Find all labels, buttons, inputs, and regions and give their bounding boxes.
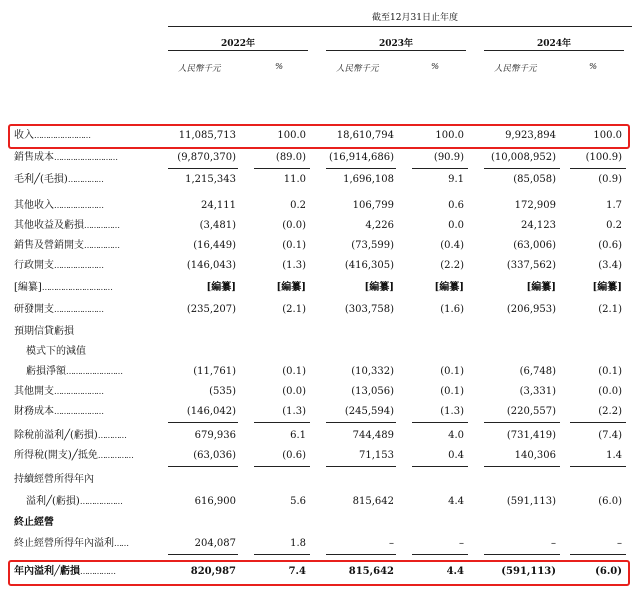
row-value-6: 1.4: [606, 450, 622, 461]
row-value-3: (16,914,686): [328, 152, 394, 163]
row-value-5: (85,058): [513, 174, 556, 185]
row-label: [14, 148, 117, 168]
row-value-2: (1.3): [282, 406, 306, 417]
row-value-5: (591,113): [501, 566, 556, 577]
subtotal-rule: [570, 168, 626, 169]
row-value-1: [編纂]: [206, 282, 236, 293]
row-value-2: [編纂]: [276, 282, 306, 293]
unit-pct-2022: %: [274, 62, 284, 72]
row-value-6: (3.4): [598, 260, 622, 271]
row-label: [14, 170, 103, 190]
row-label-text: 持續經營所得年內: [14, 474, 94, 485]
row-value-6: (2.2): [598, 406, 622, 417]
row-label: [14, 446, 133, 466]
row-value-5: –: [551, 538, 556, 549]
subtotal-rule: [326, 466, 396, 467]
row-value-4: [編纂]: [434, 282, 464, 293]
year-2024-rule: [484, 50, 624, 51]
subtotal-rule: [412, 422, 468, 423]
row-value-1: (146,043): [186, 260, 236, 271]
row-label: [14, 562, 115, 582]
row-label-leader: ……………………: [34, 131, 90, 140]
subtotal-rule: [254, 422, 310, 423]
subtotal-rule: [484, 466, 560, 467]
row-value-6: 1.7: [606, 200, 622, 211]
row-value-3: (13,056): [351, 386, 394, 397]
row-value-4: (1.3): [440, 406, 464, 417]
row-label: [14, 426, 126, 446]
row-label: [14, 126, 90, 146]
row-value-5: 24,123: [521, 220, 556, 231]
row-value-5: (220,557): [506, 406, 556, 417]
subtotal-rule: [254, 168, 310, 169]
row-value-5: (337,562): [506, 260, 556, 271]
row-value-2: (0.0): [282, 386, 306, 397]
unit-pct-2023: %: [430, 62, 440, 72]
row-label: [14, 382, 103, 402]
row-label-leader: ……………………: [66, 367, 122, 376]
row-label-text: 模式下的減值: [26, 346, 86, 357]
row-label-text: 所得稅(開支)╱抵免: [14, 450, 98, 461]
row-value-5: 9,923,894: [505, 130, 556, 141]
statement-row: [0, 426, 640, 446]
row-label: [26, 342, 86, 362]
row-value-2: 7.4: [288, 566, 306, 577]
year-2023-heading: 2023年: [378, 39, 414, 49]
statement-row: [0, 322, 640, 342]
row-value-4: (2.2): [440, 260, 464, 271]
row-value-4: 4.4: [446, 566, 464, 577]
row-value-4: (0.1): [440, 386, 464, 397]
row-value-2: 6.1: [290, 430, 306, 441]
row-value-2: 1.8: [290, 538, 306, 549]
subtotal-rule: [412, 554, 468, 555]
row-label: [14, 512, 54, 533]
statement-row: [0, 362, 640, 382]
row-label-text: [編纂]: [14, 282, 42, 293]
statement-row: [0, 512, 640, 532]
row-label-text: 溢利╱(虧損): [26, 496, 80, 507]
subtotal-rule: [326, 422, 396, 423]
year-2022-heading: 2022年: [220, 39, 256, 49]
row-label: [26, 492, 122, 512]
row-value-4: 4.4: [448, 496, 464, 507]
row-value-2: (0.6): [282, 450, 306, 461]
row-label-leader: …………………: [54, 201, 103, 210]
statement-row: [0, 256, 640, 276]
row-value-1: (535): [209, 386, 236, 397]
row-value-5: (6,748): [519, 366, 556, 377]
row-value-1: 1,215,343: [185, 174, 236, 185]
row-value-4: –: [459, 538, 464, 549]
row-value-6: (2.1): [598, 304, 622, 315]
subtotal-rule: [254, 554, 310, 555]
row-value-2: (0.0): [282, 220, 306, 231]
row-label-text: 行政開支: [14, 260, 54, 271]
statement-row: [0, 148, 640, 168]
row-label-leader: ……………: [84, 221, 119, 230]
row-value-6: 0.2: [606, 220, 622, 231]
subtotal-rule: [254, 466, 310, 467]
period-heading: 截至12月31日止年度: [372, 13, 458, 23]
statement-row: [0, 402, 640, 422]
row-value-5: (63,006): [513, 240, 556, 251]
row-value-1: 679,936: [194, 430, 236, 441]
row-value-3: (416,305): [344, 260, 394, 271]
row-label: [14, 402, 103, 422]
row-label: [14, 470, 94, 490]
row-label-text: 除稅前溢利╱(虧損): [14, 430, 98, 441]
subtotal-rule: [326, 168, 396, 169]
subtotal-rule: [168, 554, 238, 555]
subtotal-rule: [570, 422, 626, 423]
row-value-1: (9,870,370): [177, 152, 236, 163]
row-value-1: (63,036): [193, 450, 236, 461]
row-value-3: 106,799: [352, 200, 394, 211]
row-label-text: 年內溢利╱虧損: [14, 566, 81, 577]
row-value-3: 1,696,108: [343, 174, 394, 185]
row-value-5: (206,953): [506, 304, 556, 315]
subtotal-rule: [412, 466, 468, 467]
row-value-1: (146,042): [186, 406, 236, 417]
row-value-4: 100.0: [435, 130, 464, 141]
row-label-leader: …………………: [54, 387, 103, 396]
row-value-1: 24,111: [201, 200, 236, 211]
statement-row: [0, 196, 640, 216]
row-label: [14, 534, 128, 554]
row-label-text: 虧損淨額: [26, 366, 66, 377]
row-label-text: 財務成本: [14, 406, 54, 417]
statement-row: [0, 562, 640, 582]
row-label-text: 銷售成本: [14, 152, 54, 163]
row-value-4: (0.1): [440, 366, 464, 377]
row-value-2: (0.1): [282, 240, 306, 251]
row-value-3: 815,642: [352, 496, 394, 507]
year-2024-heading: 2024年: [536, 39, 572, 49]
row-label-leader: ………………: [79, 497, 122, 506]
row-label-leader: ……………: [67, 175, 103, 184]
row-value-5: [編纂]: [526, 282, 556, 293]
row-label-text: 收入: [14, 130, 34, 141]
row-value-6: (7.4): [598, 430, 622, 441]
subtotal-rule: [484, 422, 560, 423]
statement-row: [0, 216, 640, 236]
row-value-3: (10,332): [351, 366, 394, 377]
row-value-3: (245,594): [344, 406, 394, 417]
row-value-5: 140,306: [514, 450, 556, 461]
statement-row: [0, 382, 640, 402]
row-value-6: (0.6): [598, 240, 622, 251]
row-value-1: 11,085,713: [178, 130, 236, 141]
row-label: [14, 300, 103, 320]
row-label-text: 預期信貸虧損: [14, 326, 74, 337]
period-rule: [168, 26, 632, 27]
statement-row: [0, 126, 640, 146]
row-value-4: 0.4: [448, 450, 464, 461]
row-value-1: (16,449): [193, 240, 236, 251]
row-value-5: (3,331): [519, 386, 556, 397]
row-value-4: (90.9): [433, 152, 464, 163]
statement-row: [0, 342, 640, 362]
row-value-4: 0.0: [448, 220, 464, 231]
row-label: [14, 236, 119, 256]
row-value-4: (1.6): [440, 304, 464, 315]
subtotal-rule: [168, 422, 238, 423]
statement-row: [0, 236, 640, 256]
row-label-leader: …………………: [54, 407, 103, 416]
statement-row: [0, 534, 640, 554]
row-value-1: (3,481): [199, 220, 236, 231]
row-value-1: 616,900: [194, 496, 236, 507]
row-label-leader: …………: [97, 431, 126, 440]
subtotal-rule: [484, 554, 560, 555]
statement-row: [0, 170, 640, 190]
subtotal-rule: [168, 466, 238, 467]
row-value-2: 11.0: [283, 174, 306, 185]
row-value-2: (2.1): [282, 304, 306, 315]
row-value-4: 9.1: [448, 174, 464, 185]
row-value-4: (0.4): [440, 240, 464, 251]
subtotal-rule: [570, 466, 626, 467]
row-value-5: (591,113): [506, 496, 556, 507]
statement-row: [0, 278, 640, 298]
year-2023-rule: [326, 50, 466, 51]
subtotal-rule: [412, 168, 468, 169]
subtotal-rule: [326, 554, 396, 555]
row-value-5: (731,419): [506, 430, 556, 441]
subtotal-rule: [168, 168, 238, 169]
unit-pct-2024: %: [588, 62, 598, 72]
row-label-text: 銷售及營銷開支: [14, 240, 84, 251]
row-value-2: (1.3): [282, 260, 306, 271]
row-value-2: 5.6: [290, 496, 306, 507]
row-label: [14, 322, 74, 342]
row-label: [26, 362, 122, 382]
subtotal-rule: [484, 168, 560, 169]
row-value-3: 18,610,794: [336, 130, 394, 141]
row-label: [14, 278, 112, 298]
row-label-leader: …………………: [54, 261, 103, 270]
row-label: [14, 216, 119, 236]
row-value-6: (0.9): [598, 174, 622, 185]
unit-rmb-2023: 人民幣千元: [336, 64, 379, 74]
row-value-2: (89.0): [275, 152, 306, 163]
row-label-leader: ……: [114, 539, 128, 548]
row-value-6: –: [617, 538, 622, 549]
unit-rmb-2024: 人民幣千元: [494, 64, 537, 74]
row-value-3: [編纂]: [364, 282, 394, 293]
row-value-6: (6.0): [598, 496, 622, 507]
row-label-leader: ……………: [84, 241, 119, 250]
row-value-2: 100.0: [277, 130, 306, 141]
row-label-leader: …………………………: [41, 283, 112, 292]
row-label-text: 研發開支: [14, 304, 54, 315]
row-label-leader: ……………: [80, 567, 116, 576]
row-value-4: 4.0: [448, 430, 464, 441]
row-value-3: 71,153: [359, 450, 394, 461]
row-label-leader: …………………: [54, 305, 103, 314]
row-value-6: [編纂]: [592, 282, 622, 293]
row-value-1: (11,761): [193, 366, 236, 377]
row-value-5: 172,909: [514, 200, 556, 211]
row-value-5: (10,008,952): [490, 152, 556, 163]
row-value-3: 815,642: [348, 566, 394, 577]
unit-rmb-2022: 人民幣千元: [178, 64, 221, 74]
row-label: [14, 256, 103, 276]
row-value-6: (0.1): [598, 366, 622, 377]
row-value-1: (235,207): [186, 304, 236, 315]
row-value-2: (0.1): [282, 366, 306, 377]
row-value-3: 744,489: [352, 430, 394, 441]
row-value-6: 100.0: [593, 130, 622, 141]
row-label-text: 毛利╱(毛損): [14, 174, 68, 185]
subtotal-rule: [570, 554, 626, 555]
row-label-leader: ………………………: [54, 153, 117, 162]
row-value-6: (6.0): [595, 566, 622, 577]
statement-row: [0, 300, 640, 320]
row-value-3: (73,599): [351, 240, 394, 251]
row-label-leader: ……………: [97, 451, 133, 460]
row-label-text: 終止經營所得年內溢利: [14, 538, 114, 549]
statement-row: [0, 492, 640, 512]
row-label-text: 其他收益及虧損: [14, 220, 84, 231]
row-value-3: –: [389, 538, 394, 549]
statement-row: [0, 470, 640, 490]
row-value-3: (303,758): [344, 304, 394, 315]
row-value-1: 820,987: [190, 566, 236, 577]
row-label-text: 終止經營: [14, 517, 54, 528]
year-2022-rule: [168, 50, 308, 51]
row-value-6: (100.9): [585, 152, 622, 163]
row-value-4: 0.6: [448, 200, 464, 211]
row-value-6: (0.0): [598, 386, 622, 397]
row-value-3: 4,226: [365, 220, 394, 231]
row-value-2: 0.2: [290, 200, 306, 211]
row-label-text: 其他開支: [14, 386, 54, 397]
row-value-1: 204,087: [194, 538, 236, 549]
row-label: [14, 196, 103, 216]
statement-row: [0, 446, 640, 466]
row-label-text: 其他收入: [14, 200, 54, 211]
